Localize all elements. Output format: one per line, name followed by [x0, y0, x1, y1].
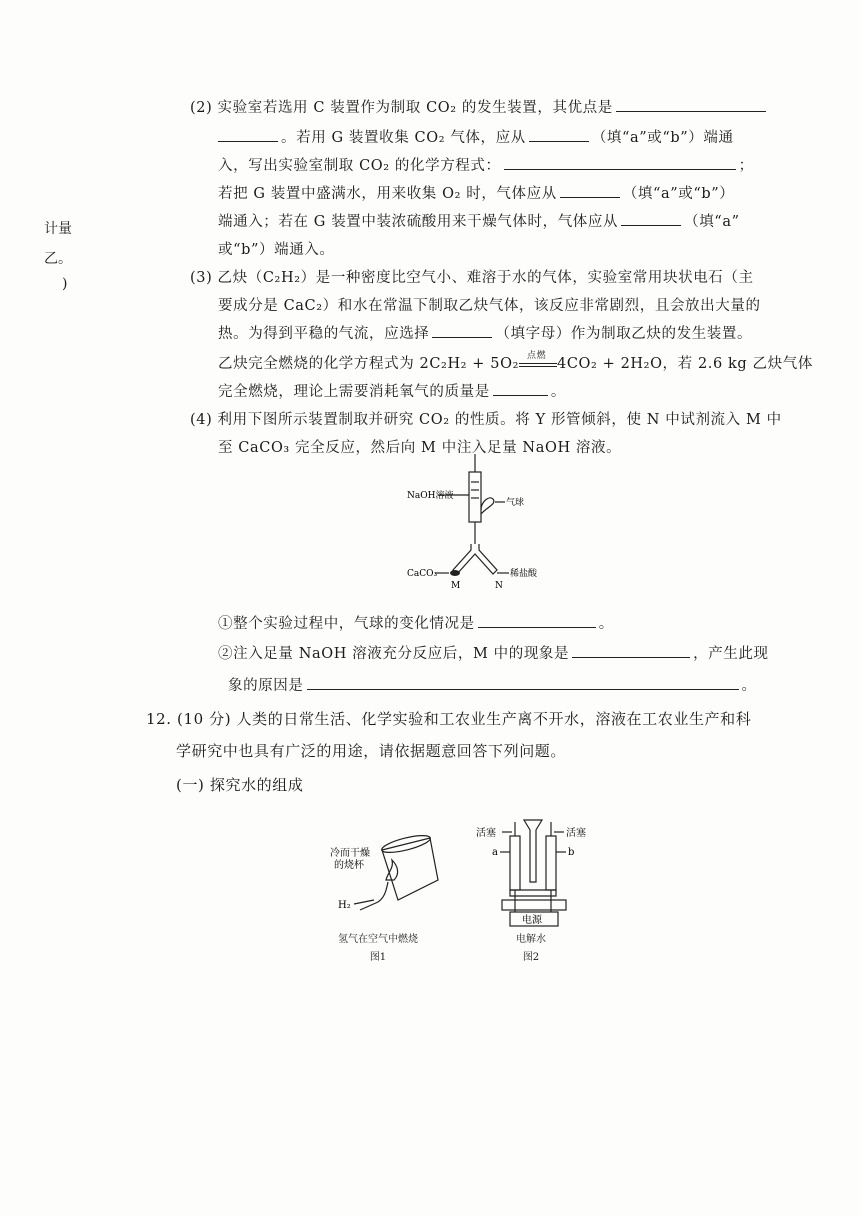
base: [502, 900, 566, 910]
label-a: a: [492, 847, 498, 858]
q4-sub-1: ①整个实验过程中，气球的变化情况是 。: [218, 612, 614, 633]
fig1-caption: 氢气在空气中燃烧: [338, 934, 418, 945]
q4-line-2: 至 CaCO₃ 完全反应，然后向 M 中注入足量 NaOH 溶液。: [218, 440, 622, 456]
label-power: 电源: [522, 915, 542, 926]
left-tube: [510, 836, 520, 890]
answer-blank[interactable]: [621, 211, 681, 226]
q2-line-2: 。若用 G 装置收集 CO₂ 气体，应从 （填“a”或“b”）端通: [218, 126, 734, 147]
q2-line-5: 端通入；若在 G 装置中装浓硫酸用来干燥气体时，气体应从 （填“a”: [218, 210, 740, 231]
answer-blank[interactable]: [529, 127, 589, 142]
label-beaker-2: 的烧杯: [334, 860, 364, 871]
y-tube-apparatus-figure: [405, 452, 555, 592]
answer-blank[interactable]: [478, 613, 596, 628]
answer-blank[interactable]: [560, 183, 620, 198]
q12-line-2: 学研究中也具有广泛的用途，请依据题意回答下列问题。: [176, 742, 567, 760]
label-beaker-1: 冷而干燥: [330, 848, 370, 859]
answer-blank[interactable]: [218, 127, 278, 142]
label-b: b: [568, 847, 575, 858]
label-balloon: 气球: [506, 498, 525, 508]
answer-blank[interactable]: [504, 155, 736, 170]
right-tube: [546, 836, 556, 890]
q3-line-4: 乙炔完全燃烧的化学方程式为 2C₂H₂ + 5O₂ 点燃 4CO₂ + 2H₂O，若 2.6 kg 乙炔气体: [218, 351, 813, 372]
fig2-name: 图2: [522, 952, 540, 963]
ignition-arrow: 点燃: [519, 357, 557, 371]
q2-line-1: (2) 实验室若选用 C 装置作为制取 CO₂ 的发生装置，其优点是: [190, 96, 769, 117]
electrolysis-apparatus-figure: [472, 812, 602, 932]
answer-blank[interactable]: [616, 97, 766, 112]
label-n: N: [495, 581, 503, 591]
label-caco3: CaCO₃: [407, 569, 438, 579]
answer-blank[interactable]: [307, 675, 739, 690]
q2-line-3: 入，写出实验室制取 CO₂ 的化学方程式： ；: [218, 154, 754, 175]
label-m: M: [451, 581, 461, 591]
caco3-solid: [450, 570, 460, 576]
answer-blank[interactable]: [432, 323, 492, 338]
side-fragment-1: 计量: [44, 221, 72, 237]
fig1-name: 图1: [369, 952, 387, 963]
label-valve-left: 活塞: [476, 828, 496, 839]
syringe-barrel: [469, 472, 481, 522]
fig2-caption: 电解水: [516, 934, 546, 945]
q3-line-2: 要成分是 CaC₂）和水在常温下制取乙炔气体，该反应非常剧烈，且会放出大量的: [218, 298, 761, 314]
label-naoh: NaOH溶液: [407, 491, 454, 501]
q12-subheading: (一) 探究水的组成: [176, 776, 304, 794]
y-tube: [453, 544, 497, 574]
q2-line-6: 或“b”）端通入。: [218, 242, 335, 258]
q3-line-3: 热。为得到平稳的气流，应选择 （填字母）作为制取乙炔的发生装置。: [218, 322, 752, 343]
answer-blank[interactable]: [572, 643, 690, 658]
label-valve-right: 活塞: [566, 828, 586, 839]
balloon: [481, 498, 494, 514]
side-fragment-3: ): [62, 276, 68, 292]
q4-sub-2: ②注入足量 NaOH 溶液充分反应后，M 中的现象是 ，产生此现: [218, 642, 769, 663]
label-hcl: 稀盐酸: [510, 569, 538, 579]
q2-line-4: 若把 G 装置中盛满水，用来收集 O₂ 时，气体应从 （填“a”或“b”）: [218, 182, 734, 203]
q4-sub-3: 象的原因是 。: [228, 674, 757, 695]
q3-line-5: 完全燃烧，理论上需要消耗氧气的质量是 。: [218, 380, 566, 401]
side-fragment-2: 乙。: [44, 251, 72, 267]
q3-line-1: (3) 乙炔（C₂H₂）是一种密度比空气小、难溶于水的气体，实验室常用块状电石（主: [190, 270, 754, 286]
reservoir-funnel: [524, 820, 542, 882]
hydrogen-combustion-figure: [320, 830, 440, 940]
flame: [386, 860, 398, 880]
q12-line-1: 12. (10 分) 人类的日常生活、化学实验和工农业生产离不开水，溶液在工农业生产和科: [146, 710, 752, 728]
delivery-tube: [360, 882, 388, 910]
label-h2: H₂: [338, 900, 351, 911]
q4-line-1: (4) 利用下图所示装置制取并研究 CO₂ 的性质。将 Y 形管倾斜，使 N 中试剂流入 M 中: [190, 412, 782, 428]
answer-blank[interactable]: [493, 381, 548, 396]
